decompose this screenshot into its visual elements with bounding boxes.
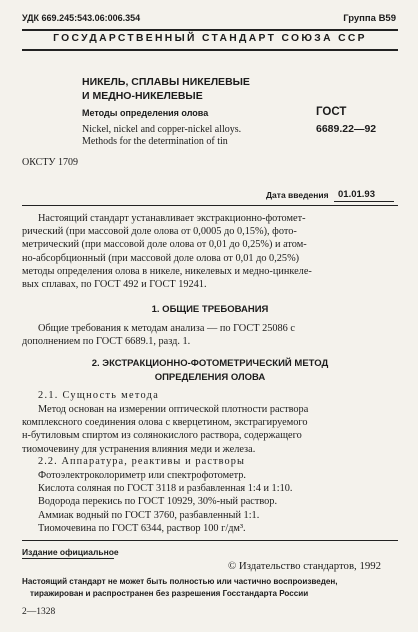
subsection-2-1-paragraph (22, 403, 397, 456)
subsection-2-2-title: 2.2. Аппаратура, реактивы и растворы (38, 456, 246, 467)
copyright: © Издательство стандартов, 1992 (228, 560, 382, 572)
date-separator-rule (22, 205, 398, 206)
s21-line: Метод основан на измерении оптической плотности раствора (38, 404, 309, 415)
section1-heading: 1. ОБЩИЕ ТРЕБОВАНИЯ (151, 304, 269, 315)
intro-date-label: Дата введения (266, 190, 329, 200)
section1-line: дополнением по ГОСТ 6689.1, разд. 1. (22, 336, 191, 348)
udc-code: УДК 669.245:543.06:006.354 (22, 13, 141, 23)
doc-title-en-line2: Methods for the determination of tin (82, 136, 228, 147)
header-rule-bottom (22, 49, 398, 51)
doc-subtitle: Методы определения олова (82, 108, 209, 118)
gost-label: ГОСТ (316, 106, 347, 118)
reagent-item: Тиомочевина по ГОСТ 6344, раствор 100 г/дм³. (38, 522, 246, 534)
reproduction-notice-line2: тиражирован и распространен без разрешения Госстандарта России (30, 589, 309, 598)
gost-number: 6689.22—92 (316, 123, 377, 135)
intro-paragraph (22, 212, 397, 291)
subsection-2-2-list (38, 469, 398, 535)
header-rule-top (22, 29, 398, 31)
intro-line: рический (при массовой доле олова от 0,0005 до 0,15%), фото- (22, 226, 297, 238)
doc-title-line1: НИКЕЛЬ, СПЛАВЫ НИКЕЛЕВЫЕ (82, 76, 250, 88)
section2-heading-line2: ОПРЕДЕЛЕНИЯ ОЛОВА (154, 372, 266, 383)
intro-line: вых сплавах, по ГОСТ 492 и ГОСТ 19241. (22, 279, 207, 291)
group-code: Группа В59 (343, 13, 396, 24)
section1-line: Общие требования к методам анализа — по ГОСТ 25086 с (38, 323, 295, 334)
reagent-item: Фотоэлектроколориметр или спектрофотометр. (38, 470, 246, 481)
official-edition: Издание официальное (22, 547, 119, 557)
intro-date-underline (334, 201, 394, 202)
intro-line: Настоящий стандарт устанавливает экстракционно-фотомет- (38, 213, 306, 224)
reagent-item: Водорода перекись по ГОСТ 10929, 30%-ный раствор. (38, 496, 278, 508)
print-code: 2—1328 (22, 607, 56, 617)
reagent-item: Кислота соляная по ГОСТ 3118 и разбавленная 1:4 и 1:10. (38, 483, 293, 495)
reagent-item: Аммиак водный по ГОСТ 3760, разбавленный 1:1. (38, 509, 260, 521)
reproduction-notice-line1: Настоящий стандарт не может быть полностью или частично воспроизведен, (22, 577, 338, 586)
official-edition-underline (22, 558, 114, 559)
state-standard-title: ГОСУДАРСТВЕННЫЙ СТАНДАРТ СОЮЗА ССР (53, 33, 367, 44)
s21-line: тиомочевину для устранения влияния меди и железа. (22, 443, 256, 455)
subsection-2-1-title: 2.1. Сущность метода (38, 390, 160, 401)
intro-line: метрический (при массовой доле олова от 0,01 до 0,25%) и атом- (22, 239, 307, 251)
section1-paragraph (22, 322, 397, 348)
s21-line: комплексного соединения олова с кверцетином, экстрагируемого (22, 417, 308, 429)
doc-title-en-line1: Nickel, nickel and copper-nickel alloys. (82, 124, 242, 135)
intro-date-value: 01.01.93 (338, 189, 375, 200)
okstu-code: ОКСТУ 1709 (22, 157, 79, 168)
footer-rule (22, 540, 398, 541)
intro-line: но-абсорбционный (при массовой доле олова от 0,01 до 0,25%) (22, 252, 300, 264)
s21-line: н-бутиловым спиртом из солянокислого раствора, содержащего (22, 430, 302, 442)
intro-line: методы определения олова в никеле, никелевых и медно-цинкеле- (22, 265, 312, 277)
doc-title-line2: И МЕДНО-НИКЕЛЕВЫЕ (82, 90, 203, 102)
section2-heading-line1: 2. ЭКСТРАКЦИОННО-ФОТОМЕТРИЧЕСКИЙ МЕТОД (91, 358, 329, 369)
